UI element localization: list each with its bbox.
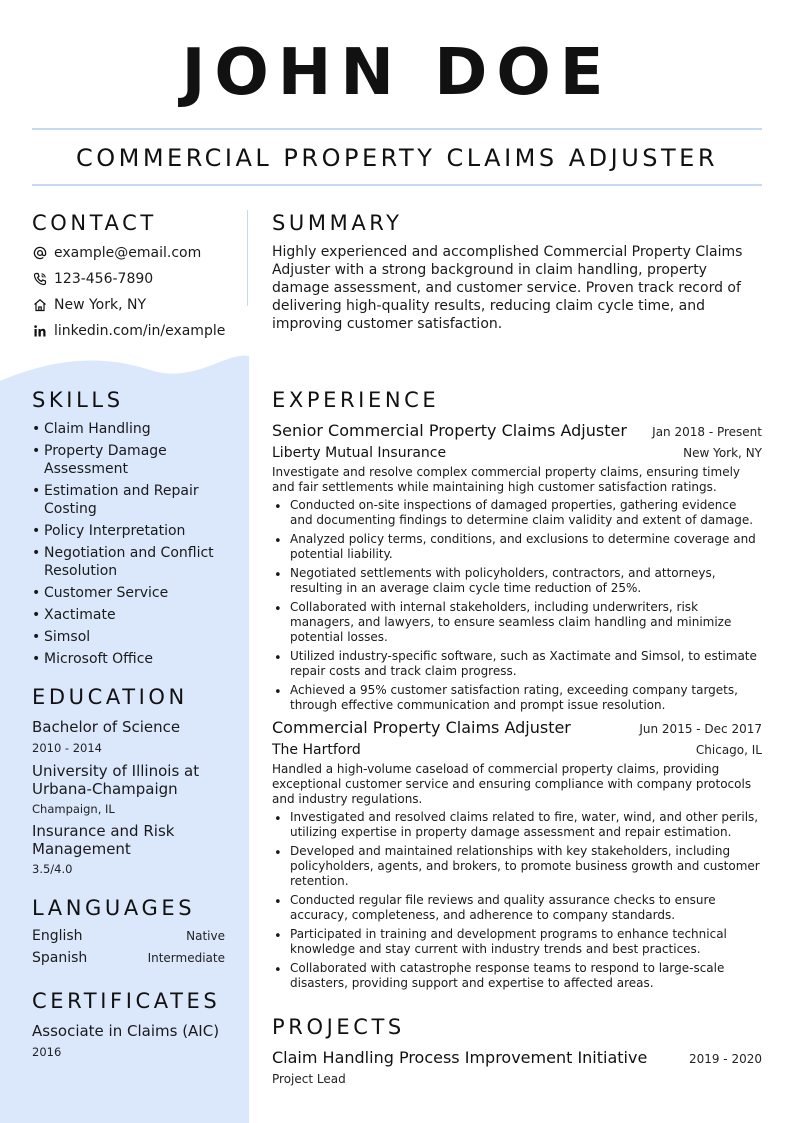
job-bullet: • Conducted regular file reviews and quality assurance checks to ensure accuracy, completeness, and adherence to company standards. bbox=[272, 893, 762, 923]
job-description: Investigate and resolve complex commercial property claims, ensuring timely and fair settlements while maintaining high customer satisfaction ratings. bbox=[272, 465, 741, 494]
project-name: Claim Handling Process Improvement Initiative bbox=[272, 1048, 648, 1067]
certificates-heading: CERTIFICATES bbox=[32, 989, 221, 1013]
job-bullet: • Investigated and resolved claims related to fire, water, wind, and other perils, utilizing expertise in property damage assessment and repair estimation. bbox=[272, 810, 762, 840]
education-entry bbox=[32, 718, 232, 877]
skill-item: • Negotiation and Conflict Resolution bbox=[32, 544, 232, 580]
header-rule-top bbox=[32, 128, 762, 130]
skill-item: • Property Damage Assessment bbox=[32, 442, 232, 478]
job-bullet: • Achieved a 95% customer satisfaction rating, exceeding company targets, through effective communication and prompt issue resolution. bbox=[272, 683, 762, 713]
education-gpa: 3.5/4.0 bbox=[32, 862, 73, 876]
candidate-name: JOHN DOE bbox=[181, 36, 613, 110]
job-dates: Jan 2018 - Present bbox=[652, 425, 762, 439]
project-role: Project Lead bbox=[272, 1072, 346, 1086]
certificate-name: Associate in Claims (AIC) bbox=[32, 1022, 220, 1040]
job-bullets bbox=[272, 810, 762, 991]
job-bullet: • Utilized industry-specific software, such as Xactimate and Simsol, to estimate repair costs and track claim progress. bbox=[272, 649, 762, 679]
contact-heading: CONTACT bbox=[32, 211, 157, 235]
contact-email-text: example@email.com bbox=[54, 245, 202, 261]
experience-entry bbox=[272, 421, 762, 717]
linkedin-icon bbox=[32, 323, 48, 339]
language-name: English bbox=[32, 928, 83, 944]
at-icon bbox=[32, 245, 48, 261]
candidate-title: COMMERCIAL PROPERTY CLAIMS ADJUSTER bbox=[75, 144, 719, 172]
language-name: Spanish bbox=[32, 950, 88, 966]
language-row bbox=[32, 950, 225, 966]
job-bullet: • Negotiated settlements with policyholders, contractors, and attorneys, resulting in an average claim cycle time reduction of 25%. bbox=[272, 566, 762, 596]
job-description: Handled a high-volume caseload of commercial property claims, providing exceptional customer service and ensuring compliance with company protocols and industry regulations. bbox=[272, 762, 752, 806]
skill-item: • Policy Interpretation bbox=[32, 522, 232, 540]
education-degree: Bachelor of Science bbox=[32, 718, 181, 736]
skill-item: • Customer Service bbox=[32, 584, 232, 602]
job-dates: Jun 2015 - Dec 2017 bbox=[639, 722, 762, 736]
contact-phone-text: 123-456-7890 bbox=[54, 271, 154, 287]
job-company: Liberty Mutual Insurance bbox=[272, 445, 447, 461]
language-level: Native bbox=[186, 929, 225, 943]
projects-heading: PROJECTS bbox=[272, 1015, 405, 1039]
job-company: The Hartford bbox=[272, 742, 361, 758]
job-position: Commercial Property Claims Adjuster bbox=[272, 718, 571, 737]
education-years: 2010 - 2014 bbox=[32, 741, 102, 755]
languages-heading: LANGUAGES bbox=[32, 896, 196, 920]
skill-item: • Simsol bbox=[32, 628, 232, 646]
education-location: Champaign, IL bbox=[32, 802, 115, 816]
job-bullet: • Analyzed policy terms, conditions, and exclusions to determine coverage and potential liability. bbox=[272, 532, 762, 562]
education-heading: EDUCATION bbox=[32, 685, 188, 709]
skills-heading: SKILLS bbox=[32, 388, 124, 412]
education-school: University of Illinois at Urbana-Champaign bbox=[32, 762, 200, 798]
job-location: Chicago, IL bbox=[695, 743, 762, 757]
contact-linkedin-text: linkedin.com/in/example bbox=[54, 323, 226, 339]
job-position: Senior Commercial Property Claims Adjuster bbox=[272, 421, 627, 440]
job-bullet: • Collaborated with internal stakeholders, including underwriters, risk managers, and lawyers, to ensure seamless claim handling and minimize potential losses. bbox=[272, 600, 762, 645]
skill-item: • Xactimate bbox=[32, 606, 232, 624]
skill-item: • Claim Handling bbox=[32, 420, 232, 438]
experience-heading: EXPERIENCE bbox=[272, 388, 440, 412]
contact-linkedin[interactable] bbox=[32, 321, 225, 341]
project-years: 2019 - 2020 bbox=[688, 1052, 762, 1066]
job-bullets bbox=[272, 498, 762, 713]
certificate-year: 2016 bbox=[32, 1045, 62, 1059]
summary-text: Highly experienced and accomplished Commercial Property Claims Adjuster with a strong background in claim handling, property damage assessment, and customer service. Proven track record of delivering high-quality results, reducing claim cycle time, and improving customer satisfaction. bbox=[272, 244, 743, 332]
contact-location-text: New York, NY bbox=[54, 297, 147, 313]
contact-email[interactable] bbox=[32, 243, 201, 263]
column-divider bbox=[247, 210, 248, 306]
phone-icon bbox=[32, 271, 48, 287]
project-entry bbox=[272, 1048, 762, 1086]
contact-phone[interactable] bbox=[32, 269, 153, 289]
language-row bbox=[32, 928, 225, 944]
skill-item: • Microsoft Office bbox=[32, 650, 232, 668]
job-location: New York, NY bbox=[683, 446, 762, 460]
experience-entry bbox=[272, 718, 762, 995]
home-icon bbox=[32, 297, 48, 313]
certificate-entry bbox=[32, 1022, 232, 1060]
skill-item: • Estimation and Repair Costing bbox=[32, 482, 232, 518]
skills-list bbox=[32, 420, 232, 672]
education-major: Insurance and Risk Management bbox=[32, 822, 175, 858]
job-bullet: • Collaborated with catastrophe response teams to respond to large-scale disasters, providing support and expertise to affected areas. bbox=[272, 961, 762, 991]
job-bullet: • Conducted on-site inspections of damaged properties, gathering evidence and documenting findings to determine claim validity and extent of damage. bbox=[272, 498, 762, 528]
language-level: Intermediate bbox=[147, 951, 225, 965]
summary-heading: SUMMARY bbox=[272, 211, 403, 235]
contact-location bbox=[32, 295, 146, 315]
job-bullet: • Developed and maintained relationships with key stakeholders, including policyholders, agents, and brokers, to promote business growth and customer retention. bbox=[272, 844, 762, 889]
job-bullet: • Participated in training and development programs to enhance technical knowledge and stay current with industry trends and best practices. bbox=[272, 927, 762, 957]
header-rule-bottom bbox=[32, 184, 762, 186]
